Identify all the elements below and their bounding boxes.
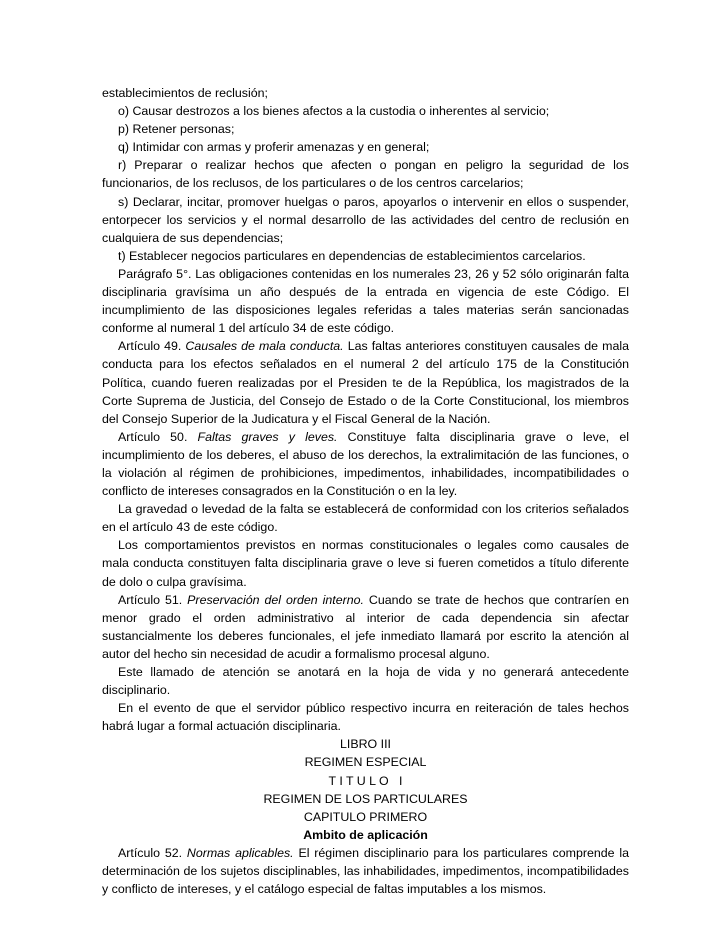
article-51-title: Preservación del orden interno. (187, 592, 364, 607)
article-50-text: Constituye falta disciplinaria grave o leve, el incumplimiento de los deberes, el abuso de los derechos, la extralimitación de las funciones, o la violación al régimen de prohibiciones, impedimentos, inhabilidades, incompatibilidades o conflicto de intereses consagrados en la Constitución o en la ley. (102, 429, 629, 499)
heading-regimen-especial: REGIMEN ESPECIAL (304, 755, 427, 770)
article-51-lead: Artículo 51. (118, 592, 183, 607)
article-49-text: Las faltas anteriores constituyen causales de mala conducta para los efectos señalados en el numeral 2 del artículo 175 de la Constitución Política, cuando fueren realizadas por el Presiden te de la República, los magistrados de la Corte Suprema de Justicia, del Consejo de Estado o de la Corte Constitucional, los miembros del Consejo Superior de la Judicatura y el Fiscal General de la Nación. (102, 339, 629, 426)
article-50-gravedad: La gravedad o levedad de la falta se establecerá de conformidad con los criterios señalados en el artículo 43 de este código. (102, 502, 629, 535)
paragrafo-5: Parágrafo 5°. Las obligaciones contenidas en los numerales 23, 26 y 52 sólo originarán falta disciplinaria gravísima un año después de la entrada en vigencia de este Código. El incumplimiento de las disposiciones legales referidas a tales materias serán sancionadas conforme al numeral 1 del artículo 34 de este código. (102, 266, 629, 336)
article-49-lead: Artículo 49. (118, 339, 182, 354)
article-50-title: Faltas graves y leves. (197, 429, 338, 444)
item-r: r) Preparar o realizar hechos que afecten o pongan en peligro la seguridad de los funcionarios, de los reclusos, de los particulares o de los centros carcelarios; (102, 158, 629, 191)
article-52-title: Normas aplicables. (186, 845, 294, 860)
heading-titulo: T I T U L O I (328, 773, 403, 788)
item-o: o) Causar destrozos a los bienes afectos a la custodia o inherentes al servicio; (118, 104, 550, 119)
article-49-title: Causales de mala conducta. (185, 339, 344, 354)
heading-particulares: REGIMEN DE LOS PARTICULARES (263, 791, 468, 806)
article-50 (102, 428, 629, 500)
article-52-text: El régimen disciplinario para los particulares comprende la determinación de los sujetos disciplinables, las inhabilidades, impedimentos, incompatibilidades y conflicto de intereses, y el catálogo especial de faltas imputables a los mismos. (102, 845, 629, 897)
item-q: q) Intimidar con armas y proferir amenazas y en general; (118, 140, 430, 155)
article-49 (102, 337, 629, 427)
heading-ambito: Ambito de aplicación (303, 827, 428, 842)
document-page (102, 84, 629, 898)
heading-capitulo: CAPITULO PRIMERO (303, 809, 428, 824)
article-52 (102, 844, 629, 898)
article-51 (102, 591, 629, 663)
article-50-lead: Artículo 50. (118, 429, 188, 444)
article-51-llamado: Este llamado de atención se anotará en la hoja de vida y no generará antecedente disciplinario. (102, 665, 629, 698)
article-52-lead: Artículo 52. (118, 845, 183, 860)
item-t: t) Establecer negocios particulares en dependencias de establecimientos carcelarios. (118, 248, 586, 263)
paragraph-continuation: establecimientos de reclusión; (102, 86, 268, 100)
item-p: p) Retener personas; (118, 122, 235, 137)
heading-libro: LIBRO III (340, 737, 391, 752)
article-50-comportamientos: Los comportamientos previstos en normas constitucionales o legales como causales de mala conducta constituyen falta disciplinaria grave o leve si fueren cometidos a título diferente de dolo o culpa gravísima. (102, 538, 629, 589)
article-51-text: Cuando se trate de hechos que contraríen en menor grado el orden administrativo al interior de cada dependencia sin afectar sustancialmente los deberes funcionales, el jefe inmediato llamará por escrito la atención al autor del hecho sin necesidad de acudir a formalismo procesal alguno. (102, 592, 629, 661)
item-s: s) Declarar, incitar, promover huelgas o paros, apoyarlos o intervenir en ellos o suspender, entorpecer los servicios y el normal desarrollo de las actividades del centro de reclusión en cualquiera de sus dependencias; (102, 194, 629, 245)
article-51-reiteracion: En el evento de que el servidor público respectivo incurra en reiteración de tales hechos habrá lugar a formal actuación disciplinaria. (102, 701, 629, 734)
